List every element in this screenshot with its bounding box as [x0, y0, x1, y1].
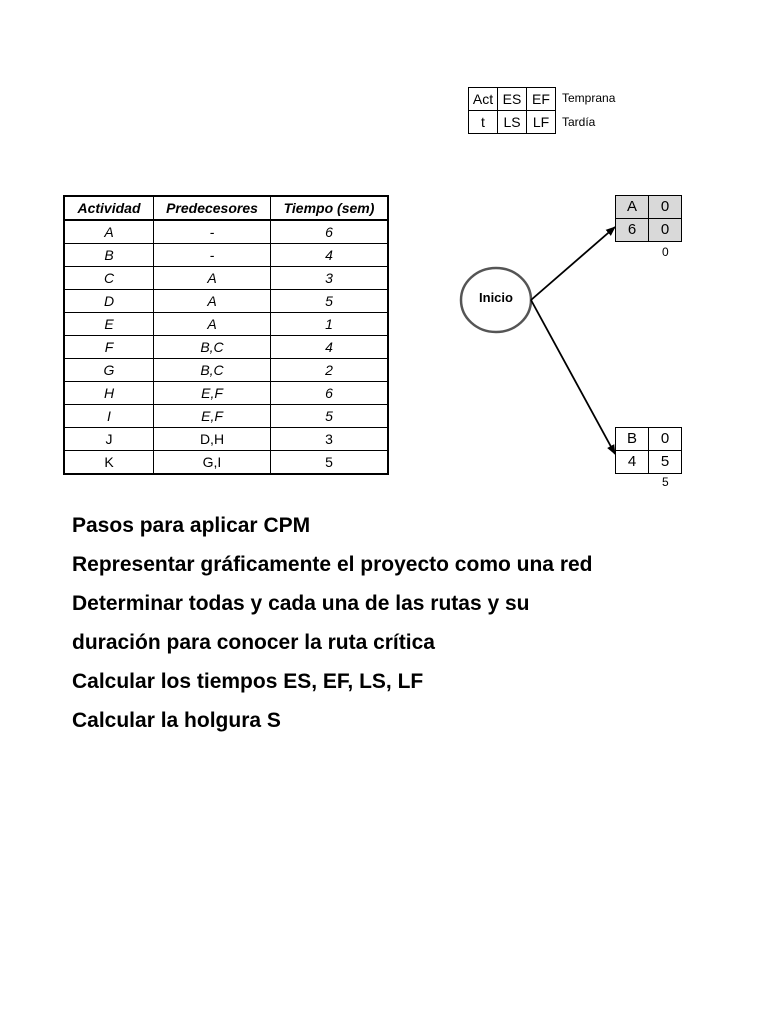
legend-early-label: Temprana	[562, 91, 616, 105]
step-times: Calcular los tiempos ES, EF, LS, LF	[72, 670, 424, 693]
legend-ls: LS	[498, 111, 527, 134]
cpm-steps	[72, 506, 612, 740]
node-a-es: 0	[649, 196, 682, 219]
legend-act: Act	[469, 88, 498, 111]
cell-actividad: G	[64, 359, 154, 382]
header-tiempo: Tiempo (sem)	[271, 196, 389, 220]
cell-predecesores: G,I	[154, 451, 271, 475]
legend-es: ES	[498, 88, 527, 111]
cell-predecesores: A	[154, 290, 271, 313]
node-a-t: 6	[616, 219, 649, 242]
cell-actividad: A	[64, 220, 154, 244]
start-node-label: Inicio	[479, 290, 513, 305]
legend-ef: EF	[527, 88, 556, 111]
step-routes: Determinar todas y cada una de las rutas y su duración para conocer la ruta crítica	[72, 592, 530, 654]
arrow-to-a	[531, 227, 615, 300]
node-a-slack: 0	[662, 245, 669, 259]
cell-predecesores: E,F	[154, 405, 271, 428]
cell-tiempo: 6	[271, 382, 389, 405]
cell-tiempo: 1	[271, 313, 389, 336]
cell-tiempo: 3	[271, 428, 389, 451]
cell-predecesores: -	[154, 220, 271, 244]
node-a-ls: 0	[649, 219, 682, 242]
cell-tiempo: 6	[271, 220, 389, 244]
arrow-to-b	[531, 300, 615, 454]
node-b	[615, 427, 682, 474]
cell-predecesores: A	[154, 313, 271, 336]
cell-actividad: J	[64, 428, 154, 451]
node-b-t: 4	[616, 451, 649, 474]
cell-actividad: B	[64, 244, 154, 267]
cell-predecesores: B,C	[154, 336, 271, 359]
legend-lf: LF	[527, 111, 556, 134]
cell-tiempo: 5	[271, 290, 389, 313]
steps-title: Pasos para aplicar CPM	[72, 514, 311, 537]
cell-tiempo: 2	[271, 359, 389, 382]
cell-predecesores: A	[154, 267, 271, 290]
cell-predecesores: -	[154, 244, 271, 267]
cell-predecesores: B,C	[154, 359, 271, 382]
cell-tiempo: 3	[271, 267, 389, 290]
step-graph: Representar gráficamente el proyecto como una red	[72, 553, 593, 576]
node-b-es: 0	[649, 428, 682, 451]
step-slack: Calcular la holgura S	[72, 709, 281, 732]
node-a	[615, 195, 682, 242]
legend-late-label: Tardía	[562, 115, 596, 129]
cell-tiempo: 5	[271, 405, 389, 428]
cell-tiempo: 4	[271, 244, 389, 267]
cell-actividad: K	[64, 451, 154, 475]
cell-actividad: C	[64, 267, 154, 290]
cell-predecesores: E,F	[154, 382, 271, 405]
header-actividad: Actividad	[64, 196, 154, 220]
node-b-slack: 5	[662, 475, 669, 489]
cell-tiempo: 4	[271, 336, 389, 359]
header-predecesores: Predecesores	[154, 196, 271, 220]
cell-tiempo: 5	[271, 451, 389, 475]
node-b-act: B	[616, 428, 649, 451]
cell-actividad: F	[64, 336, 154, 359]
cell-predecesores: D,H	[154, 428, 271, 451]
cell-actividad: E	[64, 313, 154, 336]
cell-actividad: H	[64, 382, 154, 405]
legend-t: t	[469, 111, 498, 134]
cell-actividad: D	[64, 290, 154, 313]
node-b-ls: 5	[649, 451, 682, 474]
cell-actividad: I	[64, 405, 154, 428]
node-a-act: A	[616, 196, 649, 219]
